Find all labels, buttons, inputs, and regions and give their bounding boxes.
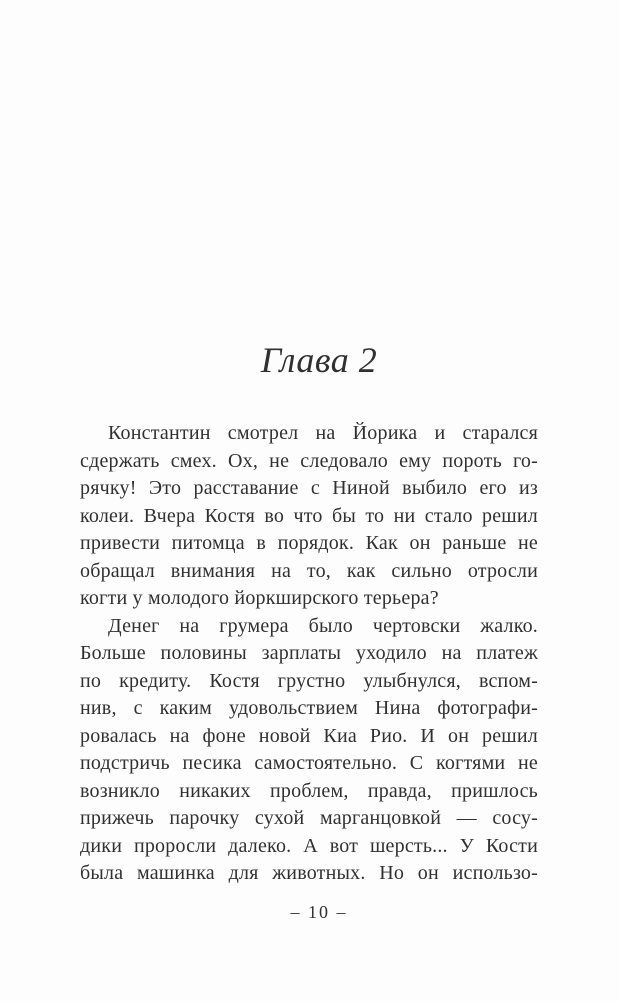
text-line: Больше половины зарплаты уходило на платеж [80, 642, 538, 664]
page-number: – 10 – [290, 902, 348, 922]
text-line: дики проросли далеко. А вот шерсть... У Кости [80, 834, 538, 857]
text-line: привести питомца в порядок. Как он раньше не [80, 532, 538, 554]
text-line: прижечь парочку сухой марганцовкой — сосу- [80, 807, 538, 829]
text-line: возникло никаких проблем, правда, пришлось [80, 779, 538, 802]
text-line: ровалась на фоне новой Киа Рио. И он решил [80, 724, 538, 747]
text-line: когти у молодого йоркширского терьера? [80, 587, 439, 609]
text-line: рячку! Это расставание с Ниной выбило его из [80, 477, 538, 499]
body-text [80, 420, 538, 888]
text-line: нив, с каким удовольствием Нина фотографи- [80, 697, 538, 719]
text-line: сдержать смех. Ох, не следовало ему пороть го- [80, 449, 538, 472]
text-line: подстричь песика самостоятельно. С когтями не [80, 752, 538, 774]
text-line: Денег на грумера было чертовски жалко. [108, 614, 538, 637]
text-line: обращал внимания на то, как сильно отросли [80, 559, 538, 582]
chapter-title: Глава 2 [260, 340, 378, 380]
text-line: была машинка для животных. Но он использо- [80, 862, 538, 884]
text-line: по кредиту. Костя грустно улыбнулся, вспом- [80, 669, 538, 692]
text-line: Константин смотрел на Йорика и старался [108, 422, 538, 444]
text-line: колеи. Вчера Костя во что бы то ни стало решил [80, 504, 538, 527]
